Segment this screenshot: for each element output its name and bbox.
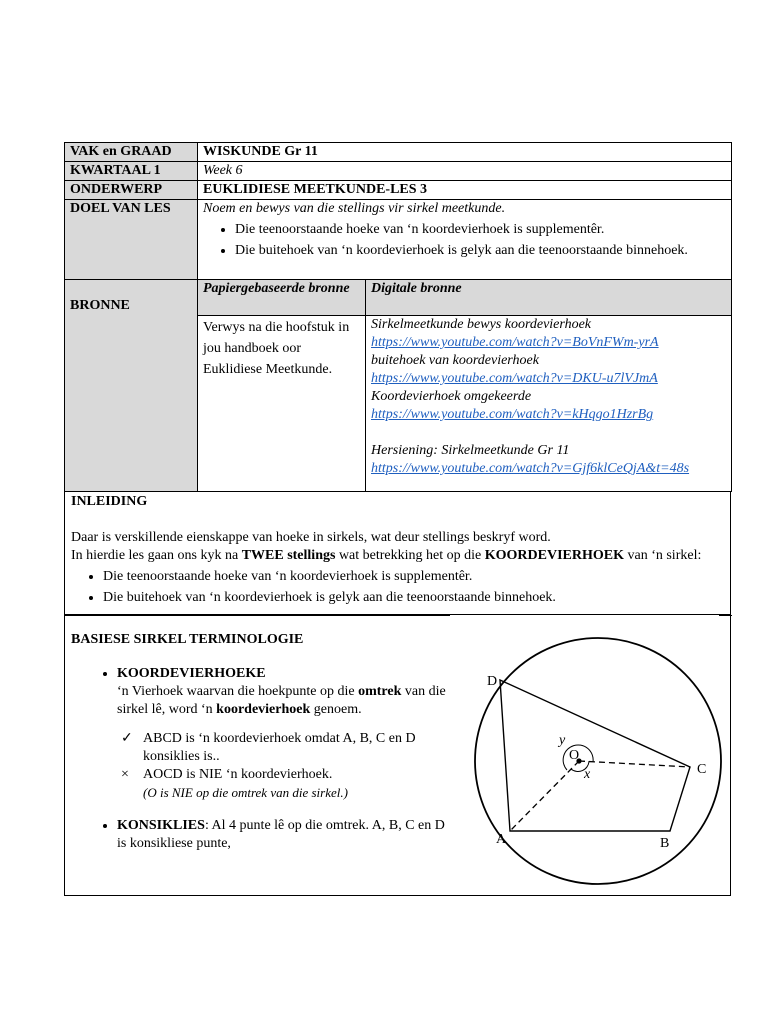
youtube-link[interactable]: https://www.youtube.com/watch?v=Gjf6klCeQjA&t=48s <box>371 461 690 476</box>
digital-title: Sirkelmeetkunde bewys koordevierhoek <box>371 317 592 332</box>
inleiding-bold: KOORDEVIERHOEK <box>484 548 624 563</box>
terminologie-section <box>64 615 731 896</box>
dashed-line-oa <box>510 761 579 831</box>
term-text: van die sirkel lê, word ‘n <box>117 684 446 717</box>
check-example <box>121 730 451 766</box>
term-title: KOORDEVIERHOEKE <box>117 666 266 681</box>
label-vak: VAK en GRAAD <box>65 143 198 162</box>
label-a: A <box>496 832 507 847</box>
label-bronne-text: BRONNE <box>70 298 130 313</box>
cross-icon: × <box>121 767 129 782</box>
term-title: KONSIKLIES <box>117 818 205 833</box>
doel-list <box>203 221 726 260</box>
quadrilateral-abcd <box>500 680 690 831</box>
row-vak <box>65 143 732 162</box>
dashed-line-oc <box>579 761 690 767</box>
value-vak: WISKUNDE Gr 11 <box>198 143 732 162</box>
inleiding-list <box>71 568 724 607</box>
label-kwartaal: KWARTAAL 1 <box>65 162 198 181</box>
term-bold: koordevierhoek <box>216 702 311 717</box>
digital-title: Koordevierhoek omgekeerde <box>371 389 532 404</box>
cross-example <box>121 766 451 803</box>
term-text: : Al 4 punte lê op die omtrek. A, B, C en D is konsikliese punte, <box>117 818 445 851</box>
label-onderwerp: ONDERWERP <box>65 181 198 200</box>
label-doel: DOEL VAN LES <box>65 200 198 280</box>
terms-list <box>71 665 451 853</box>
digital-header: Digitale bronne <box>366 280 732 316</box>
cross-text: AOCD is NIE ‘n koordevierhoek. <box>143 767 333 782</box>
inleiding-section <box>64 492 731 615</box>
label-b: B <box>660 836 670 851</box>
label-x: x <box>584 767 591 782</box>
value-doel <box>198 200 732 280</box>
label-o: O <box>569 748 580 763</box>
term-konsiklies <box>117 817 451 853</box>
inleiding-bold: TWEE stellings <box>241 548 336 563</box>
youtube-link[interactable]: https://www.youtube.com/watch?v=kHqgo1HzrBg <box>371 407 654 422</box>
cyclic-quadrilateral-diagram <box>465 635 731 895</box>
inleiding-bullet: • Die buitehoek van ‘n koordevierhoek is gelyk aan die teenoorstaande binnehoek. <box>103 589 724 607</box>
label-y: y <box>559 733 566 748</box>
digital-list <box>366 316 732 492</box>
divider <box>65 615 450 616</box>
digital-title: buitehoek van koordevierhoek <box>371 353 539 368</box>
term-text: genoem. <box>310 702 362 717</box>
divider <box>719 615 732 616</box>
value-onderwerp: EUKLIDIESE MEETKUNDE-LES 3 <box>198 181 732 200</box>
check-text: ABCD is ‘n koordevierhoek omdat A, B, C en D konsiklies is.. <box>143 731 416 764</box>
doel-bullet: • Die teenoorstaande hoeke van ‘n koordevierhoek is supplementêr. <box>235 221 726 239</box>
inleiding-heading: INLEIDING <box>71 494 148 509</box>
check-icon: ✓ <box>121 731 133 746</box>
label-d: D <box>487 674 498 689</box>
paper-header: Papiergebaseerde bronne <box>198 280 366 316</box>
value-kwartaal: Week 6 <box>198 162 732 181</box>
inleiding-line1: Daar is verskillende eienskappe van hoeke in sirkels, wat deur stellings beskryf word. <box>71 530 551 545</box>
label-bronne <box>65 280 198 492</box>
cross-note: (O is NIE op die omtrek van die sirkel.) <box>143 785 348 800</box>
doel-bullet: • Die buitehoek van ‘n koordevierhoek is gelyk aan die teenoorstaande binnehoek. <box>235 242 726 260</box>
youtube-link[interactable]: https://www.youtube.com/watch?v=DKU-u7lVJmA <box>371 371 658 386</box>
term-text: ‘n Vierhoek waarvan die hoekpunte op die <box>117 684 359 699</box>
row-kwartaal <box>65 162 732 181</box>
doel-intro: Noem en bewys van die stellings vir sirkel meetkunde. <box>203 201 506 216</box>
lesson-info-table <box>64 142 732 492</box>
youtube-link[interactable]: https://www.youtube.com/watch?v=BoVnFWm-yrA <box>371 335 659 350</box>
row-onderwerp <box>65 181 732 200</box>
paper-text-content: Verwys na die hoofstuk in jou handboek oor Euklidiese Meetkunde. <box>203 320 350 377</box>
inleiding-text: wat betrekking het op die <box>335 548 485 563</box>
inleiding-bullet: • Die teenoorstaande hoeke van ‘n koordevierhoek is supplementêr. <box>103 568 724 586</box>
digital-title: Hersiening: Sirkelmeetkunde Gr 11 <box>371 443 570 458</box>
inleiding-line2 <box>71 547 724 565</box>
term-koordevierhoeke <box>117 665 451 719</box>
row-doel <box>65 200 732 280</box>
row-bronne-header <box>65 280 732 316</box>
inleiding-text: van ‘n sirkel: <box>623 548 702 563</box>
circle <box>475 638 721 884</box>
paper-text <box>198 316 366 492</box>
inleiding-text: In hierdie les gaan ons kyk na <box>71 548 242 563</box>
terminologie-heading: BASIESE SIRKEL TERMINOLOGIE <box>71 632 304 647</box>
worksheet <box>64 142 731 896</box>
label-c: C <box>697 762 707 777</box>
term-bold: omtrek <box>358 684 402 699</box>
